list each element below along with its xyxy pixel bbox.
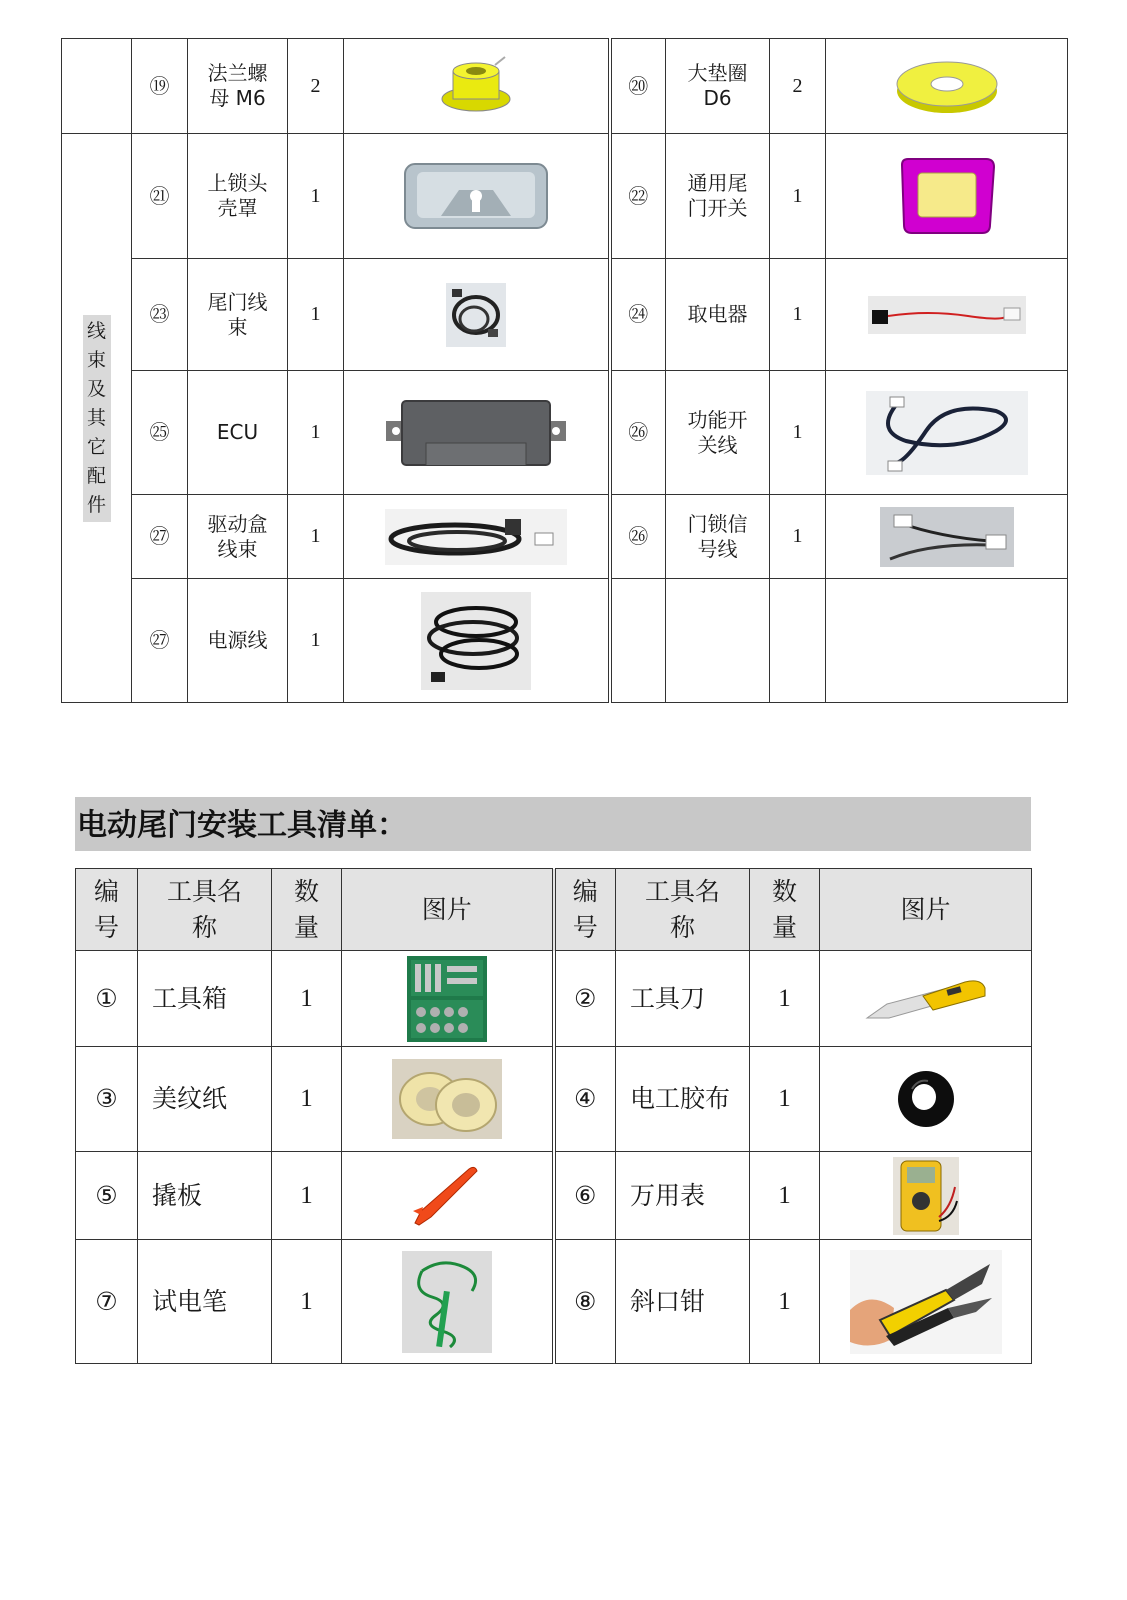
- part-name: 法兰螺 母 M6: [188, 39, 288, 134]
- tool-number: ①: [76, 951, 138, 1047]
- tool-name: 工具箱: [138, 951, 272, 1047]
- part-number: ㉑: [132, 134, 188, 259]
- part-qty: 1: [288, 259, 344, 371]
- tool-image-cell: [342, 1047, 554, 1152]
- part-name: 大垫圈 D6: [666, 39, 770, 134]
- tool-image-cell: [342, 951, 554, 1047]
- header-name: 工具名 称: [616, 869, 750, 951]
- parts-row: [62, 134, 1068, 259]
- parts-row: [62, 495, 1068, 579]
- category-cell-empty: [62, 39, 132, 134]
- part-image-cell: [344, 371, 610, 495]
- tool-number: ⑤: [76, 1152, 138, 1240]
- part-number: ⑳: [610, 39, 666, 134]
- power-cable-image: [421, 592, 531, 690]
- diagonal-pliers-image: [850, 1250, 1002, 1354]
- part-qty: 1: [288, 579, 344, 703]
- tool-name: 斜口钳: [616, 1240, 750, 1364]
- tool-number: ⑦: [76, 1240, 138, 1364]
- tool-name: 工具刀: [616, 951, 750, 1047]
- tool-image-cell: [820, 1240, 1032, 1364]
- header-num: 编 号: [554, 869, 616, 951]
- part-qty: 1: [288, 134, 344, 259]
- part-qty: 2: [288, 39, 344, 134]
- tailgate-harness-image: [444, 281, 508, 349]
- ecu-box-image: [386, 397, 566, 469]
- tool-name: 万用表: [616, 1152, 750, 1240]
- part-name: 通用尾 门开关: [666, 134, 770, 259]
- tool-number: ⑥: [554, 1152, 616, 1240]
- tool-qty: 1: [272, 1240, 342, 1364]
- tools-row: [76, 1240, 1032, 1364]
- tools-header-row: [76, 869, 1032, 951]
- part-number: ㉕: [132, 371, 188, 495]
- part-number-empty: [610, 579, 666, 703]
- part-name: 门锁信 号线: [666, 495, 770, 579]
- parts-table: [61, 38, 1068, 703]
- flange-nut-image: [431, 51, 521, 121]
- upper-lock-cover-image: [401, 160, 551, 232]
- parts-row: [62, 39, 1068, 134]
- large-washer-image: [892, 51, 1002, 121]
- part-number: ㉗: [132, 495, 188, 579]
- part-image-cell: [826, 39, 1068, 134]
- tailgate-switch-image: [894, 155, 1000, 237]
- part-name: 驱动盒 线束: [188, 495, 288, 579]
- part-name-empty: [666, 579, 770, 703]
- function-switch-wire-image: [866, 391, 1028, 475]
- pry-tool-image: [407, 1163, 487, 1229]
- parts-row: [62, 579, 1068, 703]
- part-qty: 2: [770, 39, 826, 134]
- tool-qty: 1: [272, 951, 342, 1047]
- tools-row: [76, 951, 1032, 1047]
- header-qty: 数 量: [272, 869, 342, 951]
- tool-image-cell: [820, 951, 1032, 1047]
- part-qty: 1: [770, 371, 826, 495]
- tools-table: [75, 868, 1032, 1364]
- part-qty: 1: [770, 495, 826, 579]
- tool-number: ④: [554, 1047, 616, 1152]
- voltage-tester-image: [402, 1251, 492, 1353]
- section-heading: 电动尾门安装工具清单：: [75, 797, 1031, 851]
- part-name: 功能开 关线: [666, 371, 770, 495]
- part-number: ㉒: [610, 134, 666, 259]
- tool-image-cell: [342, 1152, 554, 1240]
- door-lock-signal-wire-image: [880, 507, 1014, 567]
- part-image-cell: [344, 579, 610, 703]
- part-number: ㉓: [132, 259, 188, 371]
- part-image-cell: [826, 134, 1068, 259]
- part-number: ㉖: [610, 495, 666, 579]
- drive-box-harness-image: [385, 509, 567, 565]
- toolbox-image: [407, 956, 487, 1042]
- header-image: 图片: [820, 869, 1032, 951]
- part-image-cell: [826, 495, 1068, 579]
- part-name: 上锁头 壳罩: [188, 134, 288, 259]
- header-name: 工具名 称: [138, 869, 272, 951]
- tools-row: [76, 1047, 1032, 1152]
- part-name: 取电器: [666, 259, 770, 371]
- multimeter-image: [893, 1157, 959, 1235]
- part-qty: 1: [770, 259, 826, 371]
- tool-number: ②: [554, 951, 616, 1047]
- part-image-cell-empty: [826, 579, 1068, 703]
- part-image-cell: [344, 134, 610, 259]
- tool-qty: 1: [750, 1047, 820, 1152]
- part-image-cell: [344, 259, 610, 371]
- tool-qty: 1: [272, 1152, 342, 1240]
- part-image-cell: [826, 371, 1068, 495]
- part-image-cell: [344, 39, 610, 134]
- part-number: ㉗: [132, 579, 188, 703]
- header-qty: 数 量: [750, 869, 820, 951]
- part-name: ECU: [188, 371, 288, 495]
- tool-image-cell: [820, 1152, 1032, 1240]
- tool-name: 撬板: [138, 1152, 272, 1240]
- tool-number: ③: [76, 1047, 138, 1152]
- part-number: ㉖: [610, 371, 666, 495]
- tool-name: 试电笔: [138, 1240, 272, 1364]
- part-qty: 1: [770, 134, 826, 259]
- tools-row: [76, 1152, 1032, 1240]
- category-cell: [62, 134, 132, 703]
- part-number: ⑲: [132, 39, 188, 134]
- tool-qty: 1: [272, 1047, 342, 1152]
- tool-qty: 1: [750, 1152, 820, 1240]
- tool-number: ⑧: [554, 1240, 616, 1364]
- part-qty: 1: [288, 371, 344, 495]
- part-image-cell: [344, 495, 610, 579]
- tool-image-cell: [820, 1047, 1032, 1152]
- electrical-tape-image: [894, 1067, 958, 1131]
- masking-tape-image: [392, 1059, 502, 1139]
- tool-name: 美纹纸: [138, 1047, 272, 1152]
- tool-qty: 1: [750, 951, 820, 1047]
- part-name: 电源线: [188, 579, 288, 703]
- fuse-tap-image: [868, 296, 1026, 334]
- part-image-cell: [826, 259, 1068, 371]
- parts-row: [62, 259, 1068, 371]
- part-qty: 1: [288, 495, 344, 579]
- header-image: 图片: [342, 869, 554, 951]
- tool-image-cell: [342, 1240, 554, 1364]
- part-number: ㉔: [610, 259, 666, 371]
- part-qty-empty: [770, 579, 826, 703]
- utility-knife-image: [863, 974, 989, 1024]
- parts-row: [62, 371, 1068, 495]
- category-label: 线 束 及 其 它 配 件: [83, 315, 111, 522]
- tool-name: 电工胶布: [616, 1047, 750, 1152]
- part-name: 尾门线 束: [188, 259, 288, 371]
- tool-qty: 1: [750, 1240, 820, 1364]
- header-num: 编 号: [76, 869, 138, 951]
